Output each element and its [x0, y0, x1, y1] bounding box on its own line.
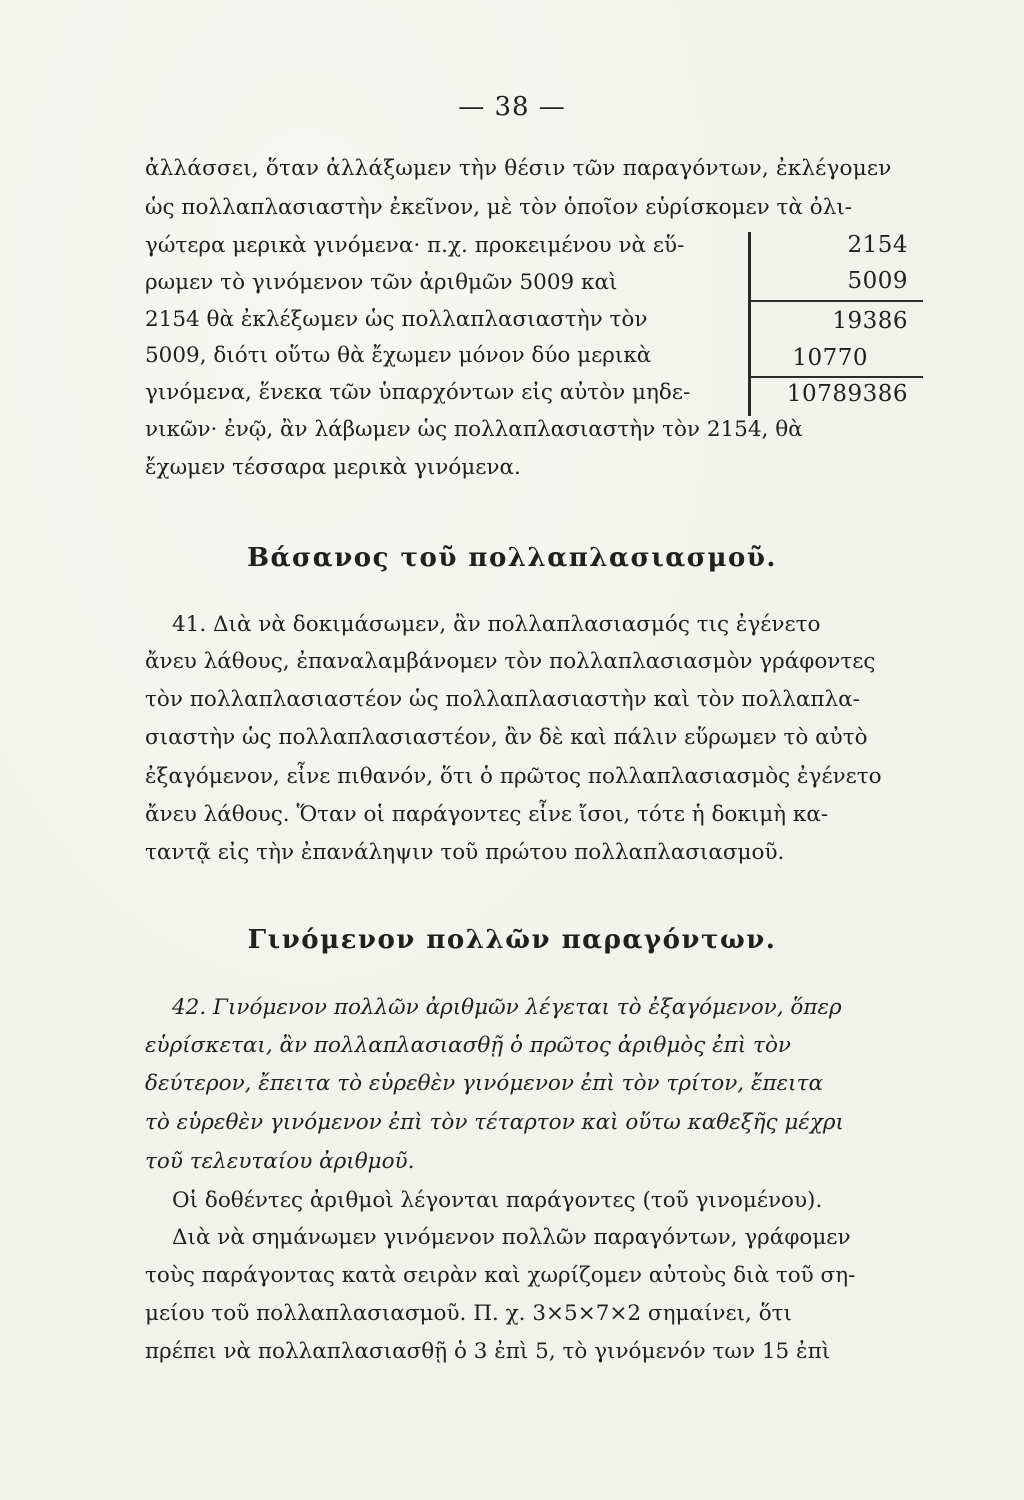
paragraph-line: ρωμεν τὸ γινόμενον τῶν ἀριθμῶν 5009 καὶ [145, 270, 618, 295]
paragraph-line: Οἱ δοθέντες ἀριθμοὶ λέγονται παράγοντες (τοῦ γινομένου). [172, 1188, 823, 1213]
paragraph-line: γινόμενα, ἕνεκα τῶν ὑπαρχόντων εἰς αὐτὸν μηδε- [145, 380, 691, 405]
paragraph-line: νικῶν· ἐνῷ, ἂν λάβωμεν ὡς πολλαπλασιαστὴν τὸν 2154, θὰ [145, 417, 803, 442]
paragraph-line: ἄνευ λάθους, ἐπαναλαμβάνομεν τὸν πολλαπλασιασμὸν γράφοντες [145, 649, 876, 674]
calc-product: 10789386 [786, 381, 908, 407]
paragraph-line: 5009, διότι οὕτω θὰ ἔχωμεν μόνον δύο μερικὰ [145, 343, 652, 368]
calc-partial-product: 19386 [832, 308, 908, 334]
paragraph-line: ἀλλάσσει, ὅταν ἀλλάξωμεν τὴν θέσιν τῶν παραγόντων, ἐκλέγομεν [145, 156, 892, 181]
definition-line: δεύτερον, ἔπειτα τὸ εὑρεθὲν γινόμενον ἐπὶ τὸν τρίτον, ἔπειτα [145, 1071, 824, 1096]
paragraph-line: ταντᾷ εἰς τὴν ἐπανάληψιν τοῦ πρώτου πολλαπλασιασμοῦ. [145, 840, 785, 865]
definition-line: 42. Γινόμενον πολλῶν ἀριθμῶν λέγεται τὸ ἐξαγόμενον, ὅπερ [172, 995, 842, 1020]
paragraph-line: τὸν πολλαπλασιαστέον ὡς πολλαπλασιαστὴν καὶ τὸν πολλαπλα- [145, 687, 860, 712]
calc-multiplicand: 2154 [847, 232, 908, 258]
calc-partial-product: 10770 [792, 345, 868, 371]
paragraph-line: μείου τοῦ πολλαπλασιασμοῦ. Π. χ. 3×5×7×2 σημαίνει, ὅτι [145, 1301, 792, 1326]
multiplication-example [748, 228, 928, 418]
definition-line: τὸ εὑρεθὲν γινόμενον ἐπὶ τὸν τέταρτον καὶ οὕτω καθεξῆς μέχρι [145, 1110, 844, 1135]
paragraph-line: ἔχωμεν τέσσαρα μερικὰ γινόμενα. [145, 455, 521, 480]
definition-line: εὑρίσκεται, ἂν πολλαπλασιασθῇ ὁ πρῶτος ἀριθμὸς ἐπὶ τὸν [145, 1033, 791, 1058]
definition-line: τοῦ τελευταίου ἀριθμοῦ. [145, 1149, 415, 1174]
paragraph-line: ἄνευ λάθους. Ὅταν οἱ παράγοντες εἶνε ἴσοι, τότε ἡ δοκιμὴ κα- [145, 802, 829, 827]
calc-rule [751, 300, 923, 302]
calc-rule [751, 376, 923, 378]
paragraph-line: Διὰ νὰ σημάνωμεν γινόμενον πολλῶν παραγόντων, γράφομεν [172, 1225, 851, 1250]
paragraph-line: γώτερα μερικὰ γινόμενα· π.χ. προκειμένου νὰ εὕ- [145, 233, 685, 258]
section-heading: Γινόμενον πολλῶν παραγόντων. [247, 925, 777, 955]
paragraph-line: ὡς πολλαπλασιαστὴν ἐκεῖνον, μὲ τὸν ὁποῖον εὑρίσκομεν τὰ ὀλι- [145, 195, 853, 220]
paragraph-line: πρέπει νὰ πολλαπλασιασθῇ ὁ 3 ἐπὶ 5, τὸ γινόμενόν των 15 ἐπὶ [145, 1339, 831, 1364]
paragraph-line: ἐξαγόμενον, εἶνε πιθανόν, ὅτι ὁ πρῶτος πολλαπλασιασμὸς ἐγένετο [145, 764, 882, 789]
paragraph-line: 41. Διὰ νὰ δοκιμάσωμεν, ἂν πολλαπλασιασμός τις ἐγένετο [172, 612, 821, 637]
page-number: — 38 — [458, 92, 566, 122]
paragraph-line: 2154 θὰ ἐκλέξωμεν ὡς πολλαπλασιαστὴν τὸν [145, 307, 648, 332]
calc-multiplier: 5009 [847, 268, 908, 294]
calc-vertical-rule [748, 232, 751, 416]
paragraph-line: τοὺς παράγοντας κατὰ σειρὰν καὶ χωρίζομεν αὐτοὺς διὰ τοῦ ση- [145, 1263, 856, 1288]
section-heading: Βάσανος τοῦ πολλαπλασιασμοῦ. [247, 543, 777, 573]
paragraph-line: σιαστὴν ὡς πολλαπλασιαστέον, ἂν δὲ καὶ πάλιν εὕρωμεν τὸ αὐτὸ [145, 725, 868, 750]
